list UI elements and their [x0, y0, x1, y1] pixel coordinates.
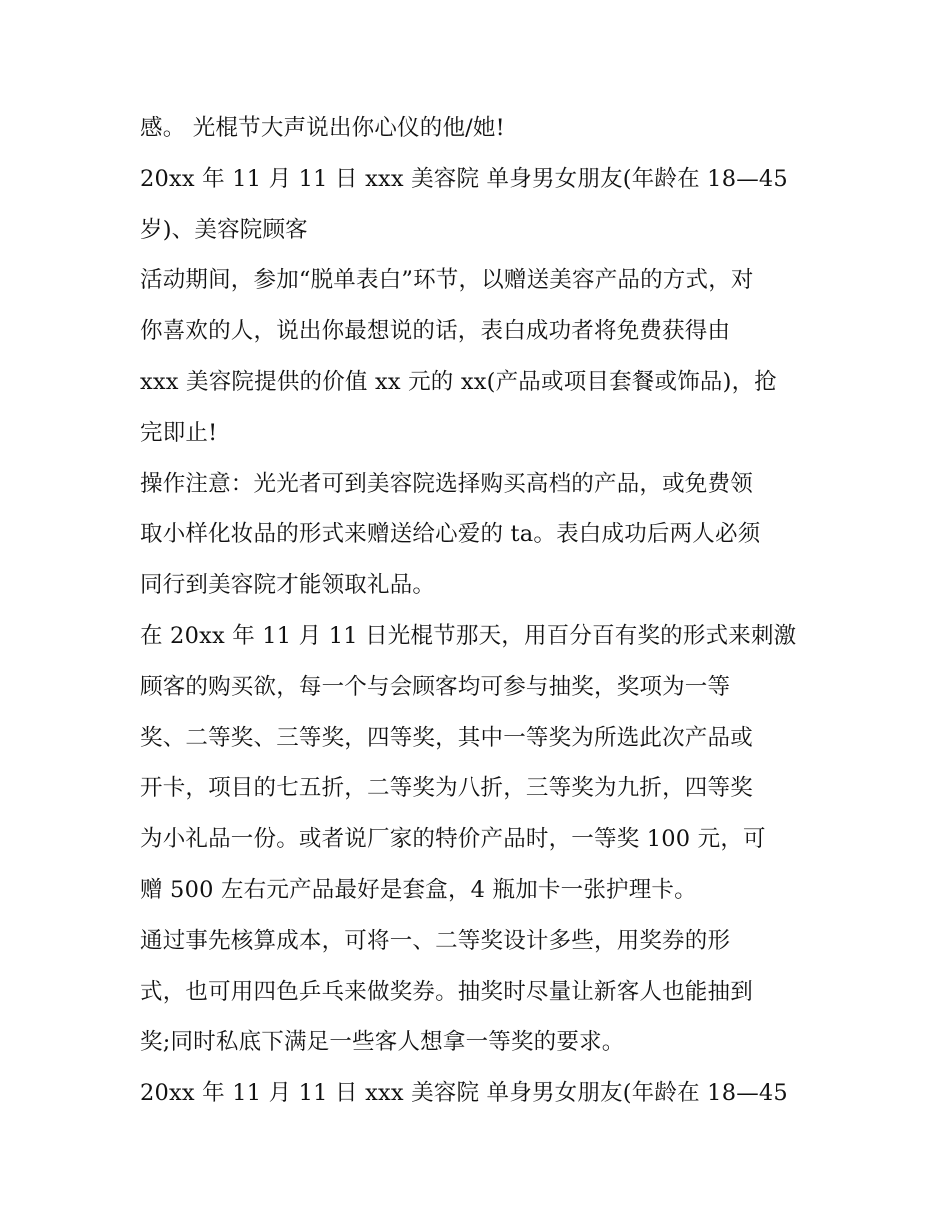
text-line: 顾客的购买欲，每一个与会顾客均可参与抽奖，奖项为一等 — [140, 673, 731, 700]
text-line: 奖;同时私底下满足一些客人想拿一等奖的要求。 — [140, 1029, 625, 1056]
text-line: 感。 光棍节大声说出你心仪的他/她! — [140, 115, 505, 141]
text-line: 同行到美容院才能领取礼品。 — [140, 572, 436, 599]
text-line: 通过事先核算成本，可将一、二等奖设计多些，用奖券的形 — [140, 927, 731, 954]
text-line: 式，也可用四色乒乓来做奖券。抽奖时尽量让新客人也能抽到 — [140, 978, 753, 1005]
text-line: 20xx 年 11 月 11 日 xxx 美容院 单身男女朋友(年龄在 18—45 — [140, 165, 788, 192]
text-line: 奖、二等奖、三等奖，四等奖，其中一等奖为所选此次产品或 — [140, 724, 753, 751]
text-line: 完即止! — [140, 419, 218, 446]
text-line: 岁)、美容院顾客 — [140, 216, 308, 243]
text-line: xxx 美容院提供的价值 xx 元的 xx(产品或项目套餐或饰品)，抢 — [140, 368, 777, 395]
text-line: 你喜欢的人，说出你最想说的话，表白成功者将免费获得由 — [140, 318, 731, 345]
text-line: 20xx 年 11 月 11 日 xxx 美容院 单身男女朋友(年龄在 18—45 — [140, 1080, 788, 1107]
text-line: 操作注意：光光者可到美容院选择购买高档的产品，或免费领 — [140, 470, 753, 497]
text-line: 开卡，项目的七五折，二等奖为八折，三等奖为九折，四等奖 — [140, 775, 753, 802]
text-line: 在 20xx 年 11 月 11 日光棍节那天，用百分百有奖的形式来刺激 — [140, 622, 797, 649]
text-line: 活动期间，参加“脱单表白”环节，以赠送美容产品的方式，对 — [140, 267, 754, 294]
text-line: 取小样化妆品的形式来赠送给心爱的 ta。表白成功后两人必须 — [140, 521, 761, 548]
text-line: 赠 500 左右元产品最好是套盒，4 瓶加卡一张护理卡。 — [140, 876, 697, 903]
text-line: 为小礼品一份。或者说厂家的特价产品时，一等奖 100 元，可 — [140, 826, 766, 853]
document-body — [140, 103, 820, 1119]
